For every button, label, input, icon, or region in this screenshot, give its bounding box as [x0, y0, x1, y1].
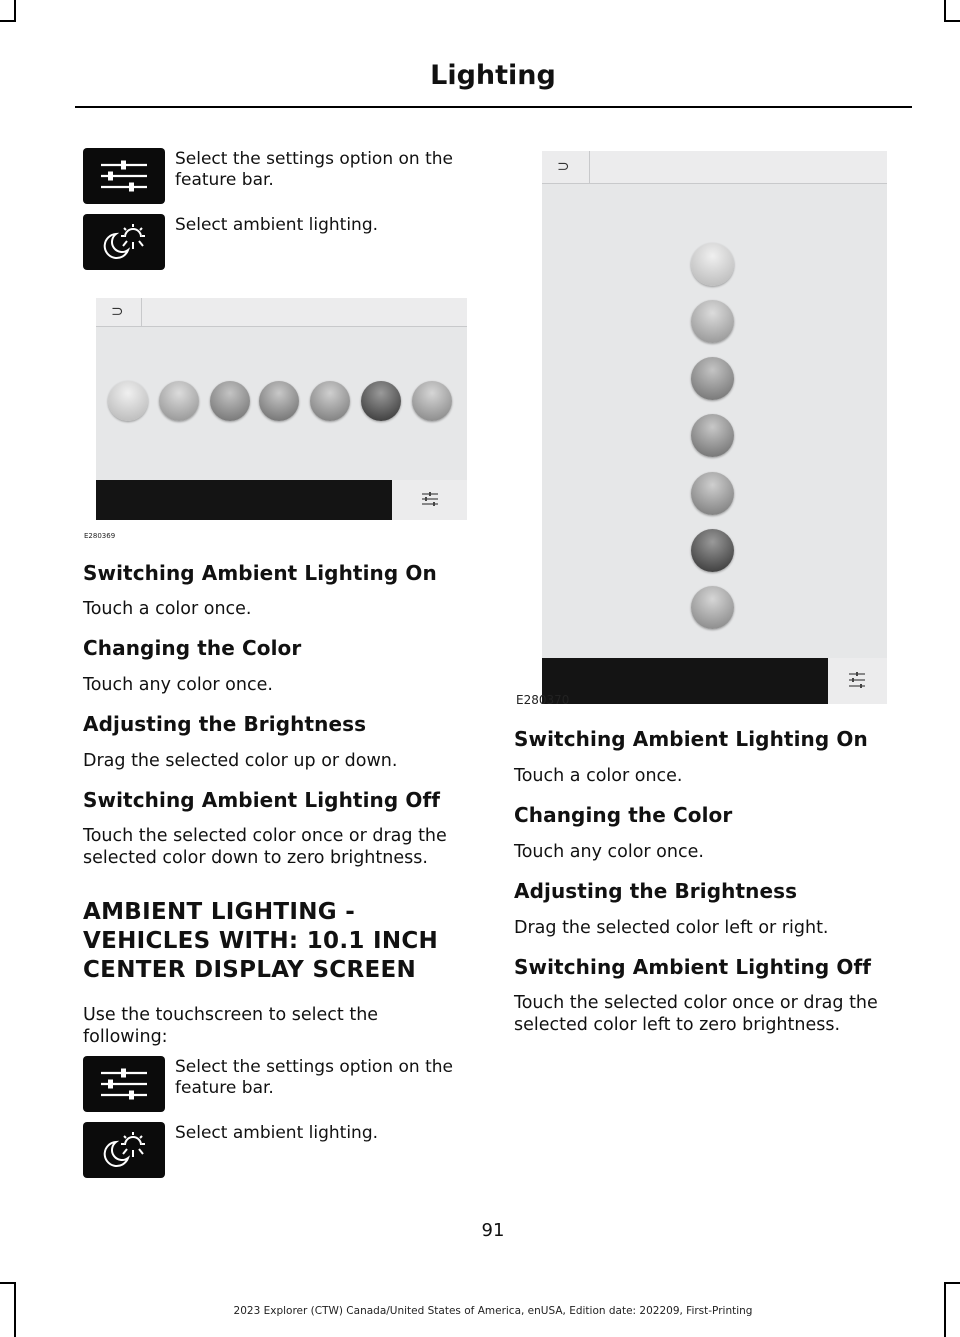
color-swatch-4[interactable] — [691, 414, 734, 457]
back-button[interactable] — [96, 298, 142, 326]
ambient-lighting-icon — [83, 214, 165, 270]
header-rule — [75, 106, 912, 108]
color-swatch-5[interactable] — [691, 472, 734, 515]
left-heading-change-color: Changing the Color — [83, 636, 302, 660]
color-swatch-4[interactable] — [259, 381, 299, 421]
screen-feature-bar — [96, 480, 392, 520]
color-swatch-1[interactable] — [108, 381, 148, 421]
color-swatch-5[interactable] — [310, 381, 350, 421]
screen-settings-button[interactable] — [392, 480, 467, 520]
color-swatch-2[interactable] — [691, 300, 734, 343]
settings-sliders-icon — [392, 480, 467, 520]
back-arrow-icon: ⊃ — [557, 157, 570, 175]
figure-code-right: E280370 — [516, 693, 570, 707]
screen-settings-button[interactable] — [828, 658, 887, 704]
settings-sliders-icon — [828, 658, 887, 704]
back-arrow-icon: ⊃ — [111, 302, 124, 320]
color-swatch-6[interactable] — [361, 381, 401, 421]
step-settings-text-2: Select the settings option on the feature bar. — [175, 1057, 453, 1098]
color-swatch-3[interactable] — [691, 357, 734, 400]
settings-sliders-icon — [83, 148, 165, 204]
ambient-lighting-icon — [83, 1122, 165, 1178]
left-heading-switch-off: Switching Ambient Lighting Off — [83, 788, 441, 812]
settings-sliders-icon — [83, 1056, 165, 1112]
color-swatch-6[interactable] — [691, 529, 734, 572]
left-heading-brightness: Adjusting the Brightness — [83, 712, 367, 736]
left-heading-switch-on: Switching Ambient Lighting On — [83, 561, 437, 585]
landscape-ambient-screen — [96, 298, 467, 520]
right-text-change-color: Touch any color once. — [514, 842, 704, 862]
footer-edition-text: 2023 Explorer (CTW) Canada/United States of America, enUSA, Edition date: 202209, First-Printing — [233, 1305, 753, 1317]
step-settings-text: Select the settings option on the feature bar. — [175, 149, 453, 190]
right-text-switch-off: Touch the selected color once or drag the selected color left to zero brightness. — [514, 993, 878, 1035]
left-text-switch-off: Touch the selected color once or drag the selected color down to zero brightness. — [83, 826, 447, 868]
color-swatch-7[interactable] — [691, 586, 734, 629]
color-swatch-3[interactable] — [210, 381, 250, 421]
step-ambient-text-2: Select ambient lighting. — [175, 1123, 379, 1143]
left-text-brightness: Drag the selected color up or down. — [83, 751, 398, 771]
color-swatch-7[interactable] — [412, 381, 452, 421]
crop-mark-top-right-v — [944, 0, 946, 22]
crop-mark-top-left-v — [14, 0, 16, 22]
left-text-switch-on: Touch a color once. — [83, 599, 252, 619]
crop-mark-bottom-left-h — [0, 1282, 16, 1284]
left-text-change-color: Touch any color once. — [83, 675, 273, 695]
color-swatch-1[interactable] — [691, 243, 734, 286]
right-text-brightness: Drag the selected color left or right. — [514, 918, 829, 938]
intro-text: Use the touchscreen to select the following: — [83, 1005, 379, 1047]
right-text-switch-on: Touch a color once. — [514, 766, 683, 786]
section-title-line-3: CENTER DISPLAY SCREEN — [83, 957, 417, 983]
page-number: 91 — [481, 1220, 505, 1241]
screen-top-bar — [542, 151, 887, 184]
right-heading-change-color: Changing the Color — [514, 803, 733, 827]
step-ambient-text: Select ambient lighting. — [175, 215, 379, 235]
screen-feature-bar — [542, 658, 828, 704]
right-heading-switch-on: Switching Ambient Lighting On — [514, 727, 868, 751]
page-title: Lighting — [430, 60, 556, 91]
figure-code-left: E280369 — [84, 532, 116, 540]
right-heading-switch-off: Switching Ambient Lighting Off — [514, 955, 872, 979]
section-title-line-1: AMBIENT LIGHTING - — [83, 899, 356, 925]
crop-mark-top-right-h — [944, 20, 960, 22]
portrait-ambient-screen — [542, 151, 887, 704]
crop-mark-bottom-right-h — [944, 1282, 960, 1284]
right-heading-brightness: Adjusting the Brightness — [514, 879, 798, 903]
screen-top-bar — [96, 298, 467, 327]
back-button[interactable] — [542, 151, 590, 183]
color-swatch-2[interactable] — [159, 381, 199, 421]
crop-mark-top-left-h — [0, 20, 16, 22]
section-title-line-2: VEHICLES WITH: 10.1 INCH — [83, 928, 439, 954]
